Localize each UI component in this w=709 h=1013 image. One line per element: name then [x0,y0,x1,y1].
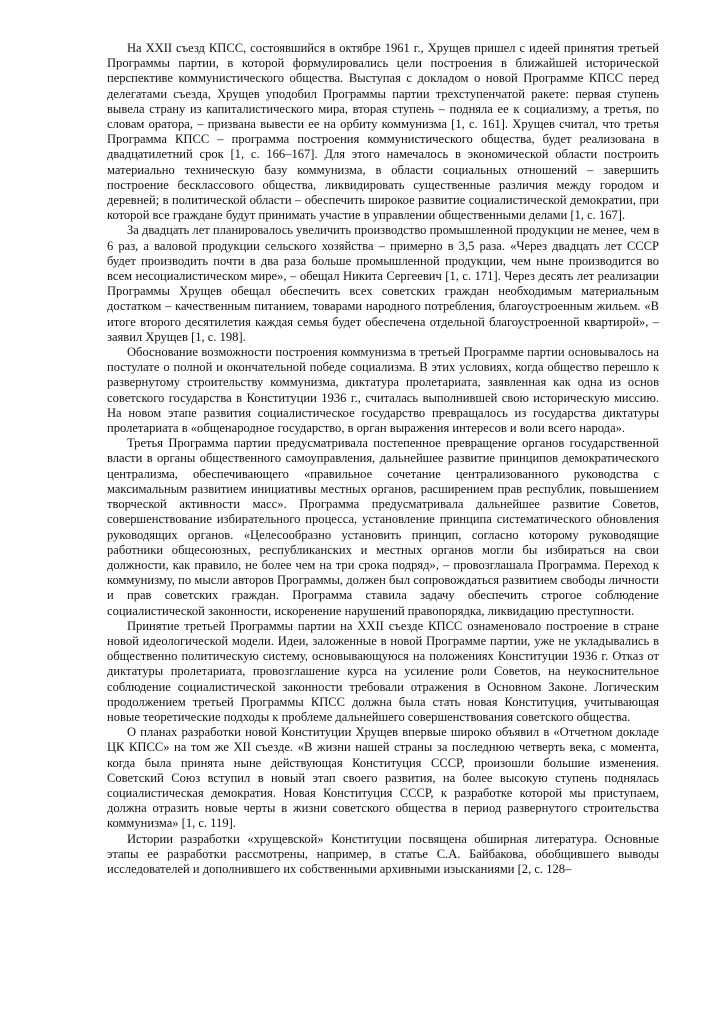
document-page [107,41,659,877]
paragraph: Третья Программа партии предусматривала постепенное превращение органов государственной власти в органы общественного самоуправления, дальнейшее развитие принципов демократического централизма, обеспечивающего «правильное сочетание централизованного руководства с максимальным развитием инициативы местных органов, расширением прав республик, повышением творческой активности масс». Программа предусматривала дальнейшее развитие Советов, совершенствование избирательного процесса, установление принципа систематического обновления руководящих органов. «Целесообразно установить принцип, согласно которому руководящие работники общесоюзных, республиканских и местных органов могли бы избираться на свои должности, как правило, не более чем на три срока подряд», – провозглашала Программа. Переход к коммунизму, по мысли авторов Программы, должен был сопровождаться развитием свободы личности и прав советских граждан. Программа ставила задачу обеспечить строгое соблюдение социалистической законности, искоренение нарушений правопорядка, ликвидацию преступности. [107,436,659,618]
paragraph: Истории разработки «хрущевской» Конституции посвящена обширная литература. Основные этапы ее разработки рассмотрены, например, в статье С.А. Байбакова, обобщившего выводы исследователей и дополнившего их собственными архивными изысканиями [2, с. 128– [107,831,659,876]
paragraph: О планах разработки новой Конституции Хрущев впервые широко объявил в «Отчетном докладе ЦК КПСС» на том же XII съезде. «В жизни нашей страны за последнюю четверть века, с момента, когда была принята ныне действующая Конституция СССР, произошли большие изменения. Советский Союз вступил в новый этап своего развития, на более высокую ступень поднялась социалистическая демократия. Новая Конституция СССР, к разработке которой мы приступаем, должна отразить новые черты в жизни советского общества в период развернутого строительства коммунизма» [1, с. 119]. [107,725,659,831]
paragraph: На XXII съезд КПСС, состоявшийся в октябре 1961 г., Хрущев пришел с идеей принятия третьей Программы партии, в которой формулировались цели построения в ближайшей исторической перспективе коммунистического общества. Выступая с докладом о новой Программе КПСС перед делегатами съезда, Хрущев уподобил Программы партии трехступенчатой ракете: первая ступень вывела страну из капиталистического мира, вторая ступень – подняла ее к социализму, а третья, по словам оратора, – призвана вывести ее на орбиту коммунизма [1, с. 161]. Хрущев считал, что третья Программа КПСС – программа построения коммунистического общества, будет реализована в двадцатилетний срок [1, с. 166–167]. Для этого намечалось в экономической области построить материально техническую базу коммунизма, в области социальных отношений – завершить построение бесклассового общества, ликвидировать существенные различия между городом и деревней; в политической области – обеспечить широкое развитие социалистической демократии, при которой все граждане будут принимать участие в управлении общественными делами [1, с. 167]. [107,41,659,223]
paragraph: Принятие третьей Программы партии на XXII съезде КПСС ознаменовало построение в стране новой идеологической модели. Идеи, заложенные в новой Программе партии, уже не укладывались в общественно политическую систему, основывающуюся на положениях Конституции 1936 г. Отказ от диктатуры пролетариата, провозглашение курса на усиление роли Советов, на неукоснительное соблюдение социалистической законности требовали отражения в Основном Законе. Логическим продолжением третьей Программы КПСС должна была стать новая Конституция, учитывающая новые теоретические подходы к проблеме дальнейшего совершенствования советского общества. [107,618,659,724]
paragraph: Обоснование возможности построения коммунизма в третьей Программе партии основывалось на постулате о полной и окончательной победе социализма. В этих условиях, когда общество перешло к развернутому строительству коммунизма, диктатура пролетариата, заявленная как одна из основ советского государства в Конституции 1936 г., считалась выполнившей свою историческую миссию. На новом этапе развития социалистическое государство превращалось из государства диктатуры пролетариата в «общенародное государство, в орган выражения интересов и воли всего народа». [107,345,659,436]
paragraph: За двадцать лет планировалось увеличить производство промышленной продукции не менее, чем в 6 раз, а валовой продукции сельского хозяйства – примерно в 3,5 раза. «Через двадцать лет СССР будет производить почти в два раза больше промышленной продукции, чем ныне производится во всем несоциалистическом мире», – обещал Никита Сергеевич [1, с. 171]. Через десять лет реализации Программы Хрущев обещал обеспечить всех советских граждан необходимым материальным достатком – качественным питанием, товарами народного потребления, благоустроенным жильем. «В итоге второго десятилетия каждая семья будет обеспечена отдельной благоустроенной квартирой», – заявил Хрущев [1, с. 198]. [107,223,659,344]
